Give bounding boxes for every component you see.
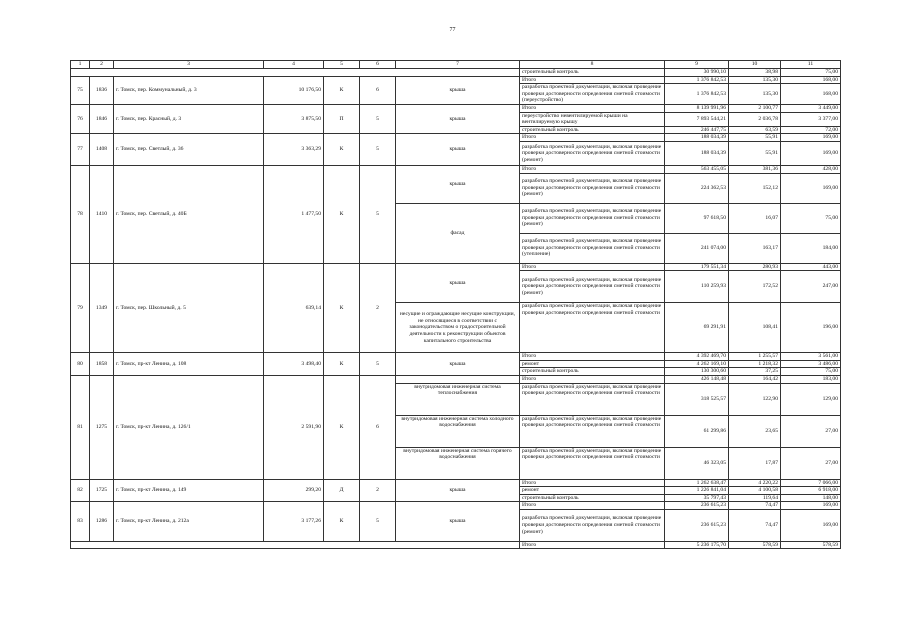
unit-cost: 163,17 — [729, 233, 781, 263]
work-type: ремонт — [520, 360, 665, 368]
floors: 6 — [360, 375, 396, 479]
max-cost: 169,00 — [781, 509, 841, 541]
unit-cost: 135,30 — [729, 76, 781, 84]
floors: 2 — [360, 263, 396, 353]
area: 3 875,50 — [264, 104, 324, 133]
unit-cost: 17,87 — [729, 447, 781, 479]
element: внутридомовая инженерная система горячего водоснабжения — [396, 447, 520, 479]
table-row — [71, 353, 841, 361]
house-id: 1349 — [90, 263, 114, 353]
address: г. Томск, пр-кт Ленина, д. 149 — [114, 479, 264, 502]
house-id: 1725 — [90, 479, 114, 502]
house-id: 1858 — [90, 353, 114, 376]
wall-material: П — [324, 104, 360, 133]
floors: 5 — [360, 104, 396, 133]
element: внутридомовая инженерная система теплоснабжения — [396, 383, 520, 415]
unit-cost: 578,59 — [729, 541, 781, 549]
unit-cost: 119,64 — [729, 494, 781, 502]
work-type: Итого — [520, 134, 665, 142]
capital-repair-table — [70, 60, 841, 549]
table-row — [71, 76, 841, 84]
work-type: строительный контроль — [520, 368, 665, 376]
unit-cost: 1 255,57 — [729, 353, 781, 361]
cost: 130 300,60 — [665, 368, 729, 376]
header-cell: 9 — [665, 61, 729, 69]
unit-cost: 135,30 — [729, 84, 781, 105]
cost: 246 447,75 — [665, 126, 729, 134]
cost: 46 323,05 — [665, 447, 729, 479]
cost: 241 074,00 — [665, 233, 729, 263]
element: фасад — [396, 203, 520, 263]
house-id: 1846 — [90, 104, 114, 133]
table-row — [71, 541, 841, 549]
max-cost: 247,00 — [781, 271, 841, 303]
row-number: 77 — [71, 134, 90, 166]
empty-cell — [71, 541, 520, 549]
area: 3 498,40 — [264, 353, 324, 376]
area: 639,14 — [264, 263, 324, 353]
max-cost: 169,00 — [781, 134, 841, 142]
table-row — [71, 263, 841, 271]
element: крыша — [396, 263, 520, 303]
header-cell: 2 — [90, 61, 114, 69]
element: внутридомовая инженерная система холодного водоснабжения — [396, 415, 520, 447]
max-cost: 3 486,00 — [781, 360, 841, 368]
table-row — [71, 69, 841, 77]
cost: 97 618,50 — [665, 203, 729, 233]
header-cell: 1 — [71, 61, 90, 69]
cost: 188 034,39 — [665, 141, 729, 165]
unit-cost: 122,90 — [729, 383, 781, 415]
house-id: 1836 — [90, 76, 114, 104]
max-cost: 168,00 — [781, 76, 841, 84]
address: г. Томск, пер. Школьный, д. 5 — [114, 263, 264, 353]
work-type: Итого — [520, 104, 665, 112]
work-type: строительный контроль — [520, 126, 665, 134]
work-type: разработка проектной документации, включая проведение проверки достоверности определения сметной стоимости (переустройство) — [520, 84, 665, 105]
unit-cost: 381,36 — [729, 165, 781, 173]
unit-cost: 172,52 — [729, 271, 781, 303]
cost: 1 262 638,47 — [665, 479, 729, 487]
unit-cost: 38,98 — [729, 69, 781, 77]
unit-cost: 55,91 — [729, 134, 781, 142]
cost: 30 990,10 — [665, 69, 729, 77]
work-type: разработка проектной документации, включая проведение проверки достоверности определения сметной стоимости (ремонт) — [520, 271, 665, 303]
address: г. Томск, пр-кт Ленина, д. 108 — [114, 353, 264, 376]
work-type: разработка проектной документации, включая проведение проверки достоверности определения сметной стоимости — [520, 447, 665, 479]
wall-material: К — [324, 76, 360, 104]
table-row — [71, 502, 841, 510]
max-cost: 443,00 — [781, 263, 841, 271]
table-row — [71, 165, 841, 173]
unit-cost: 74,47 — [729, 502, 781, 510]
address: г. Томск, пер. Светлый, д. 36 — [114, 134, 264, 166]
work-type: Итого — [520, 541, 665, 549]
unit-cost: 280,93 — [729, 263, 781, 271]
max-cost: 169,00 — [781, 502, 841, 510]
max-cost: 168,00 — [781, 84, 841, 105]
cost: 179 551,34 — [665, 263, 729, 271]
unit-cost: 16,07 — [729, 203, 781, 233]
cost: 1 376 842,53 — [665, 76, 729, 84]
table-row — [71, 134, 841, 142]
max-cost: 75,00 — [781, 368, 841, 376]
work-type: переустройство невентилируемой крыши на вентилируемую крышу — [520, 112, 665, 126]
cost: 8 139 991,96 — [665, 104, 729, 112]
row-number: 76 — [71, 104, 90, 133]
page-number: 77 — [449, 27, 456, 33]
wall-material: К — [324, 134, 360, 166]
max-cost: 72,00 — [781, 126, 841, 134]
max-cost: 169,00 — [781, 173, 841, 203]
header-cell: 8 — [520, 61, 665, 69]
cost: 1 226 841,04 — [665, 487, 729, 495]
max-cost: 3 561,00 — [781, 353, 841, 361]
wall-material: Д — [324, 479, 360, 502]
unit-cost: 63,59 — [729, 126, 781, 134]
unit-cost: 4 100,58 — [729, 487, 781, 495]
work-type: разработка проектной документации, включая проведение проверки достоверности определения сметной стоимости (утепление) — [520, 233, 665, 263]
header-cell: 10 — [729, 61, 781, 69]
area: 3 363,29 — [264, 134, 324, 166]
cost: 318 525,57 — [665, 383, 729, 415]
header-row — [71, 61, 841, 69]
max-cost: 75,00 — [781, 69, 841, 77]
work-type: разработка проектной документации, включая проведение проверки достоверности определения сметной стоимости (ремонт) — [520, 141, 665, 165]
row-number: 81 — [71, 375, 90, 479]
house-id: 1410 — [90, 165, 114, 263]
floors: 6 — [360, 76, 396, 104]
cost: 69 291,91 — [665, 303, 729, 353]
row-number: 83 — [71, 502, 90, 542]
max-cost: 75,00 — [781, 203, 841, 233]
cost: 426 148,48 — [665, 375, 729, 383]
address: г. Томск, пер. Красный, д. 3 — [114, 104, 264, 133]
unit-cost: 2 036,78 — [729, 112, 781, 126]
row-number: 78 — [71, 165, 90, 263]
cost: 1 376 842,53 — [665, 84, 729, 105]
header-cell: 4 — [264, 61, 324, 69]
work-type: Итого — [520, 76, 665, 84]
header-cell: 6 — [360, 61, 396, 69]
work-type: разработка проектной документации, включая проведение проверки достоверности определения сметной стоимости (ремонт) — [520, 509, 665, 541]
unit-cost: 2 100,77 — [729, 104, 781, 112]
max-cost: 428,00 — [781, 165, 841, 173]
cost: 35 797,43 — [665, 494, 729, 502]
max-cost: 578,59 — [781, 541, 841, 549]
max-cost: 6 918,00 — [781, 487, 841, 495]
row-number: 80 — [71, 353, 90, 376]
work-type: Итого — [520, 479, 665, 487]
floors: 5 — [360, 134, 396, 166]
unit-cost: 152,12 — [729, 173, 781, 203]
table-row — [71, 479, 841, 487]
cost: 110 259,93 — [665, 271, 729, 303]
unit-cost: 4 220,22 — [729, 479, 781, 487]
header-cell: 7 — [396, 61, 520, 69]
floors: 2 — [360, 479, 396, 502]
cost: 224 362,53 — [665, 173, 729, 203]
element: крыша — [396, 76, 520, 104]
cost: 236 615,23 — [665, 509, 729, 541]
house-id: 1286 — [90, 502, 114, 542]
address: г. Томск, пр-кт Ленина, д. 212а — [114, 502, 264, 542]
house-id: 1408 — [90, 134, 114, 166]
max-cost: 148,00 — [781, 494, 841, 502]
element: крыша — [396, 502, 520, 542]
max-cost: 3 377,00 — [781, 112, 841, 126]
floors: 5 — [360, 502, 396, 542]
max-cost: 129,00 — [781, 383, 841, 415]
row-number: 79 — [71, 263, 90, 353]
unit-cost: 1 218,32 — [729, 360, 781, 368]
floors: 5 — [360, 353, 396, 376]
area: 10 176,50 — [264, 76, 324, 104]
work-type: строительный контроль — [520, 494, 665, 502]
work-type: Итого — [520, 502, 665, 510]
unit-cost: 74,47 — [729, 509, 781, 541]
wall-material: К — [324, 353, 360, 376]
unit-cost: 23,65 — [729, 415, 781, 447]
table-row — [71, 104, 841, 112]
cost: 5 236 175,70 — [665, 541, 729, 549]
table-row — [71, 375, 841, 383]
max-cost: 183,00 — [781, 375, 841, 383]
wall-material: К — [324, 502, 360, 542]
floors: 5 — [360, 165, 396, 263]
header-cell: 11 — [781, 61, 841, 69]
wall-material: К — [324, 375, 360, 479]
work-type: разработка проектной документации, включая проведение проверки достоверности определения сметной стоимости (ремонт) — [520, 203, 665, 233]
work-type: Итого — [520, 353, 665, 361]
element — [396, 375, 520, 383]
max-cost: 27,00 — [781, 447, 841, 479]
work-type: разработка проектной документации, включая проведение проверки достоверности определения сметной стоимости — [520, 303, 665, 353]
max-cost: 196,00 — [781, 303, 841, 353]
max-cost: 184,00 — [781, 233, 841, 263]
element: крыша — [396, 165, 520, 203]
wall-material: К — [324, 165, 360, 263]
unit-cost: 55,91 — [729, 141, 781, 165]
max-cost: 7 066,00 — [781, 479, 841, 487]
max-cost: 27,00 — [781, 415, 841, 447]
work-type: разработка проектной документации, включая проведение проверки достоверности определения сметной стоимости — [520, 415, 665, 447]
unit-cost: 164,42 — [729, 375, 781, 383]
wall-material: К — [324, 263, 360, 353]
address: г. Томск, пер. Коммунальный, д. 3 — [114, 76, 264, 104]
element: крыша — [396, 104, 520, 133]
work-type: Итого — [520, 165, 665, 173]
area: 1 477,50 — [264, 165, 324, 263]
cost: 61 299,86 — [665, 415, 729, 447]
row-number: 82 — [71, 479, 90, 502]
cost: 4 262 169,10 — [665, 360, 729, 368]
element: несущие и ограждающие несущие конструкции, не относящиеся в соответствии с законодательством о градостроительной деятельности к реконструкции объектов капитального строительства — [396, 303, 520, 353]
work-type: Итого — [520, 375, 665, 383]
work-type: ремонт — [520, 487, 665, 495]
row-number: 75 — [71, 76, 90, 104]
max-cost: 3 449,00 — [781, 104, 841, 112]
unit-cost: 37,25 — [729, 368, 781, 376]
unit-cost: 108,41 — [729, 303, 781, 353]
cost: 188 034,39 — [665, 134, 729, 142]
header-cell: 3 — [114, 61, 264, 69]
element: крыша — [396, 134, 520, 166]
cost: 236 615,23 — [665, 502, 729, 510]
area: 299,20 — [264, 479, 324, 502]
cost: 7 893 544,21 — [665, 112, 729, 126]
empty-cell — [71, 69, 520, 77]
area: 2 591,90 — [264, 375, 324, 479]
work-type: строительный контроль — [520, 69, 665, 77]
address: г. Томск, пр-кт Ленина, д. 126/1 — [114, 375, 264, 479]
cost: 563 455,05 — [665, 165, 729, 173]
address: г. Томск, пер. Светлый, д. 40Б — [114, 165, 264, 263]
work-type: разработка проектной документации, включая проведение проверки достоверности определения сметной стоимости — [520, 383, 665, 415]
cost: 4 392 469,70 — [665, 353, 729, 361]
max-cost: 169,00 — [781, 141, 841, 165]
work-type: разработка проектной документации, включая проведение проверки достоверности определения сметной стоимости (ремонт) — [520, 173, 665, 203]
house-id: 1275 — [90, 375, 114, 479]
area: 3 177,26 — [264, 502, 324, 542]
element: крыша — [396, 479, 520, 502]
work-type: Итого — [520, 263, 665, 271]
header-cell: 5 — [324, 61, 360, 69]
element: крыша — [396, 353, 520, 376]
